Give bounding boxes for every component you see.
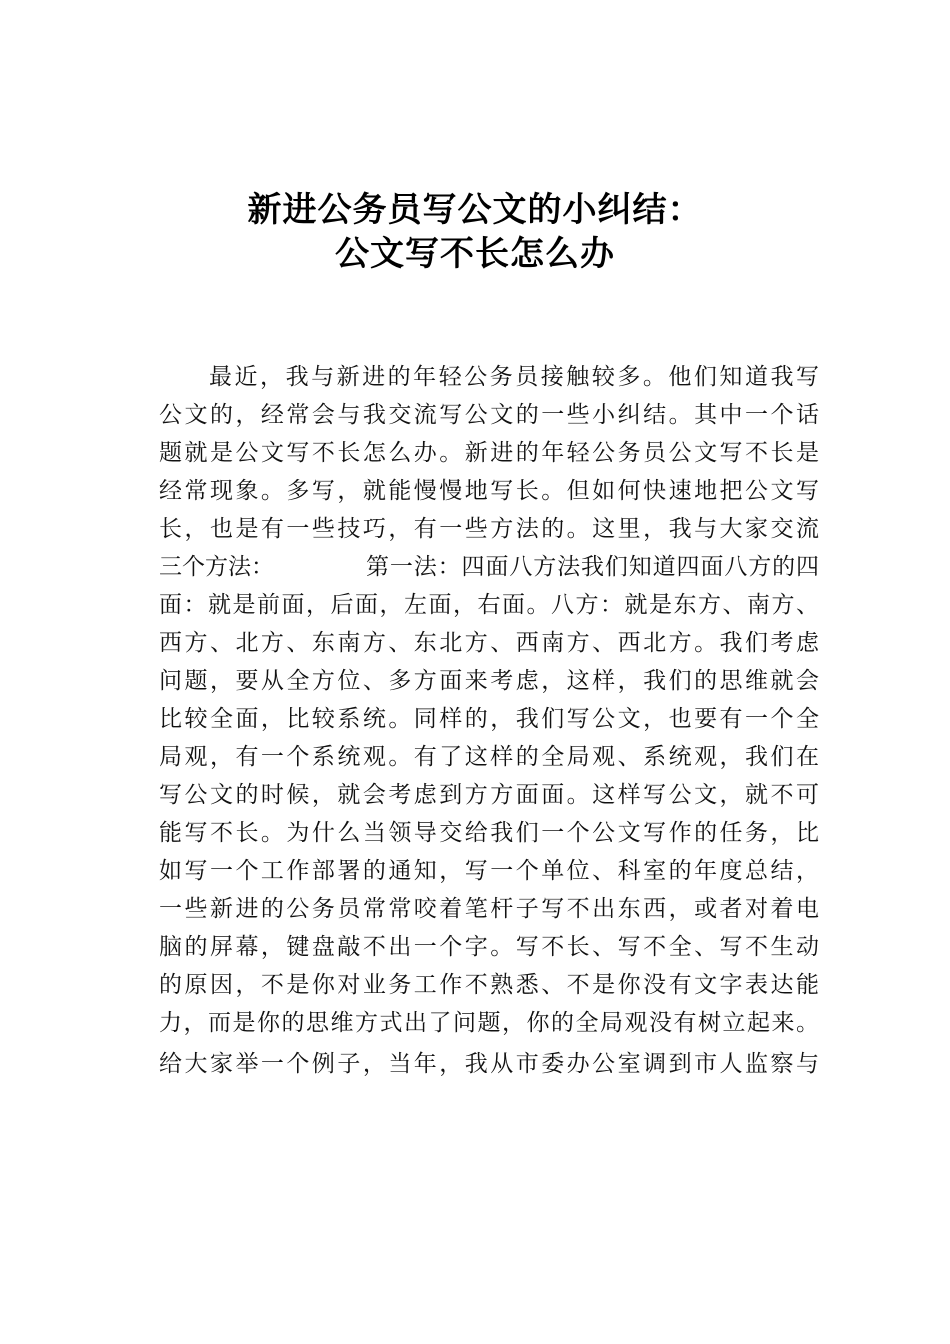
paragraph-line: 题就是公文写不长怎么办。新进的年轻公务员公文写不长是 [159,440,819,466]
document-title-line-1: 新进公务员写公文的小纠结： [247,190,703,230]
paragraph-line: 给大家举一个例子，当年，我从市委办公室调到市人监察与 [159,1051,819,1077]
paragraph-line: 经常现象。多写，就能慢慢地写长。但如何快速地把公文写 [159,478,819,504]
paragraph-line: 三个方法： [159,554,274,580]
paragraph-line: 脑的屏幕，键盘敲不出一个字。写不长、写不全、写不生动 [159,934,819,960]
paragraph-line: 力，而是你的思维方式出了问题，你的全局观没有树立起来。 [159,1010,819,1036]
paragraph-line: 局观，有一个系统观。有了这样的全局观、系统观，我们在 [159,744,819,770]
paragraph-line: 如写一个工作部署的通知，写一个单位、科室的年度总结， [159,858,819,884]
paragraph-line: 的原因，不是你对业务工作不熟悉、不是你没有文字表达能 [159,972,819,998]
paragraph-line: 能写不长。为什么当领导交给我们一个公文写作的任务，比 [159,820,819,846]
paragraph-line: 公文的，经常会与我交流写公文的一些小纠结。其中一个话 [159,402,819,428]
paragraph-line: 西方、北方、东南方、东北方、西南方、西北方。我们考虑 [159,630,819,656]
paragraph-line: 一些新进的公务员常常咬着笔杆子写不出东西，或者对着电 [159,896,819,922]
paragraph-line: 问题，要从全方位、多方面来考虑，这样，我们的思维就会 [159,668,819,694]
paragraph-line: 长，也是有一些技巧，有一些方法的。这里，我与大家交流 [159,516,819,542]
paragraph-line: 比较全面，比较系统。同样的，我们写公文，也要有一个全 [159,706,819,732]
paragraph-line: 第一法：四面八方法我们知道四面八方的四 [366,554,819,580]
paragraph-line: 写公文的时候，就会考虑到方方面面。这样写公文，就不可 [159,782,819,808]
paragraph-line: 最近，我与新进的年轻公务员接触较多。他们知道我写 [209,364,819,390]
document-title-line-2: 公文写不长怎么办 [335,234,615,274]
paragraph-line: 面：就是前面，后面，左面，右面。八方：就是东方、南方、 [159,592,819,618]
